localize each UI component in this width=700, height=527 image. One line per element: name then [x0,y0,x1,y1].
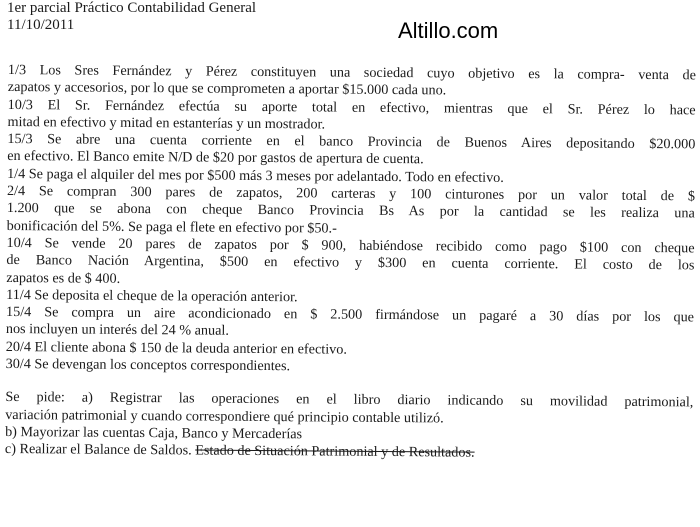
operation-line: 1/4 Se paga el alquiler del mes por $500 más 3 meses por adelantado. Todo en efectivo. [7,165,504,186]
operation-line: 15/3 Se abre una cuenta corriente en el banco Provincia de Buenos Aires depositando $20.000 [7,131,696,153]
operation-line: zapatos es de $ 400. [6,269,121,287]
operation-entry [8,62,696,102]
task-c-struck-text: Estado de Situación Patrimonial y de Resultados. [195,442,475,461]
operation-line: 20/4 El cliente abona $ 150 de la deuda anterior en efectivo. [5,338,347,358]
exam-header [7,0,256,34]
operation-line: 1.200 que se abona con cheque Banco Provincia Bs As por la cantidad se les realiza una [6,200,695,222]
task-c-text: c) Realizar el Balance de Saldos. [4,441,196,459]
operation-line: 10/3 El Sr. Fernández efectúa su aporte total en efectivo, mientras que el Sr. Pérez lo hace [7,96,696,118]
operation-line: bonificación del 5%. Se paga el flete en efectivo por $50.- [6,217,337,237]
task-a-line2: variación patrimonial y cuando correspondiere qué principio contable utilizó. [5,406,444,427]
operation-entry [6,304,694,344]
watermark-text: Altillo.com [398,18,499,43]
operation-entry [7,131,695,171]
operation-line: zapatos y accesorios, por lo que se comprometen a aportar $15.000 cada uno. [7,79,447,99]
operation-entry [7,183,695,240]
operation-line: nos incluyen un interés del 24 % anual. [5,321,229,340]
exam-title: 1er parcial Práctico Contabilidad General [7,0,257,16]
operation-line: 30/4 Se devengan los conceptos correspondientes. [5,356,291,375]
operation-line: 1/3 Los Sres Fernández y Pérez constituyen una sociedad cuyo objetivo es la compra- venta de [7,62,696,84]
operation-line: mitad en efectivo y mitad en estanterías y un mostrador. [7,113,326,133]
operation-line: de Banco Nación Argentina, $500 en efectivo y $300 en cuenta corriente. El costo de los [6,252,695,274]
operation-line: 11/4 Se deposita el cheque de la operación anterior. [6,286,298,306]
task-a-line1: Se pide: a) Registrar las operaciones en el libro diario indicando su movilidad patrimonial, [5,389,694,411]
operation-line: 10/4 Se vende 20 pares de zapatos por $ 900, habiéndose recibido como pago $100 con cheque [6,234,695,257]
operation-line: en efectivo. El Banco emite N/D de $20 por gastos de apertura de cuenta. [7,148,424,168]
exam-date: 11/10/2011 [7,17,75,33]
task-b: b) Mayorizar las cuentas Caja, Banco y Mercaderías [5,423,303,443]
operation-line: 15/4 Se compra un aire acondicionado en $ 2.500 firmándose un pagaré a 30 días por los que [5,304,695,326]
operation-entry [7,97,695,137]
tasks-section [5,389,694,464]
exam-body [5,62,696,464]
operations-list [6,62,696,379]
operation-entry [6,235,694,292]
operation-line: 2/4 Se compran 300 pares de zapatos, 200 carteras y 100 cinturones por un valor total de $ [6,183,696,205]
